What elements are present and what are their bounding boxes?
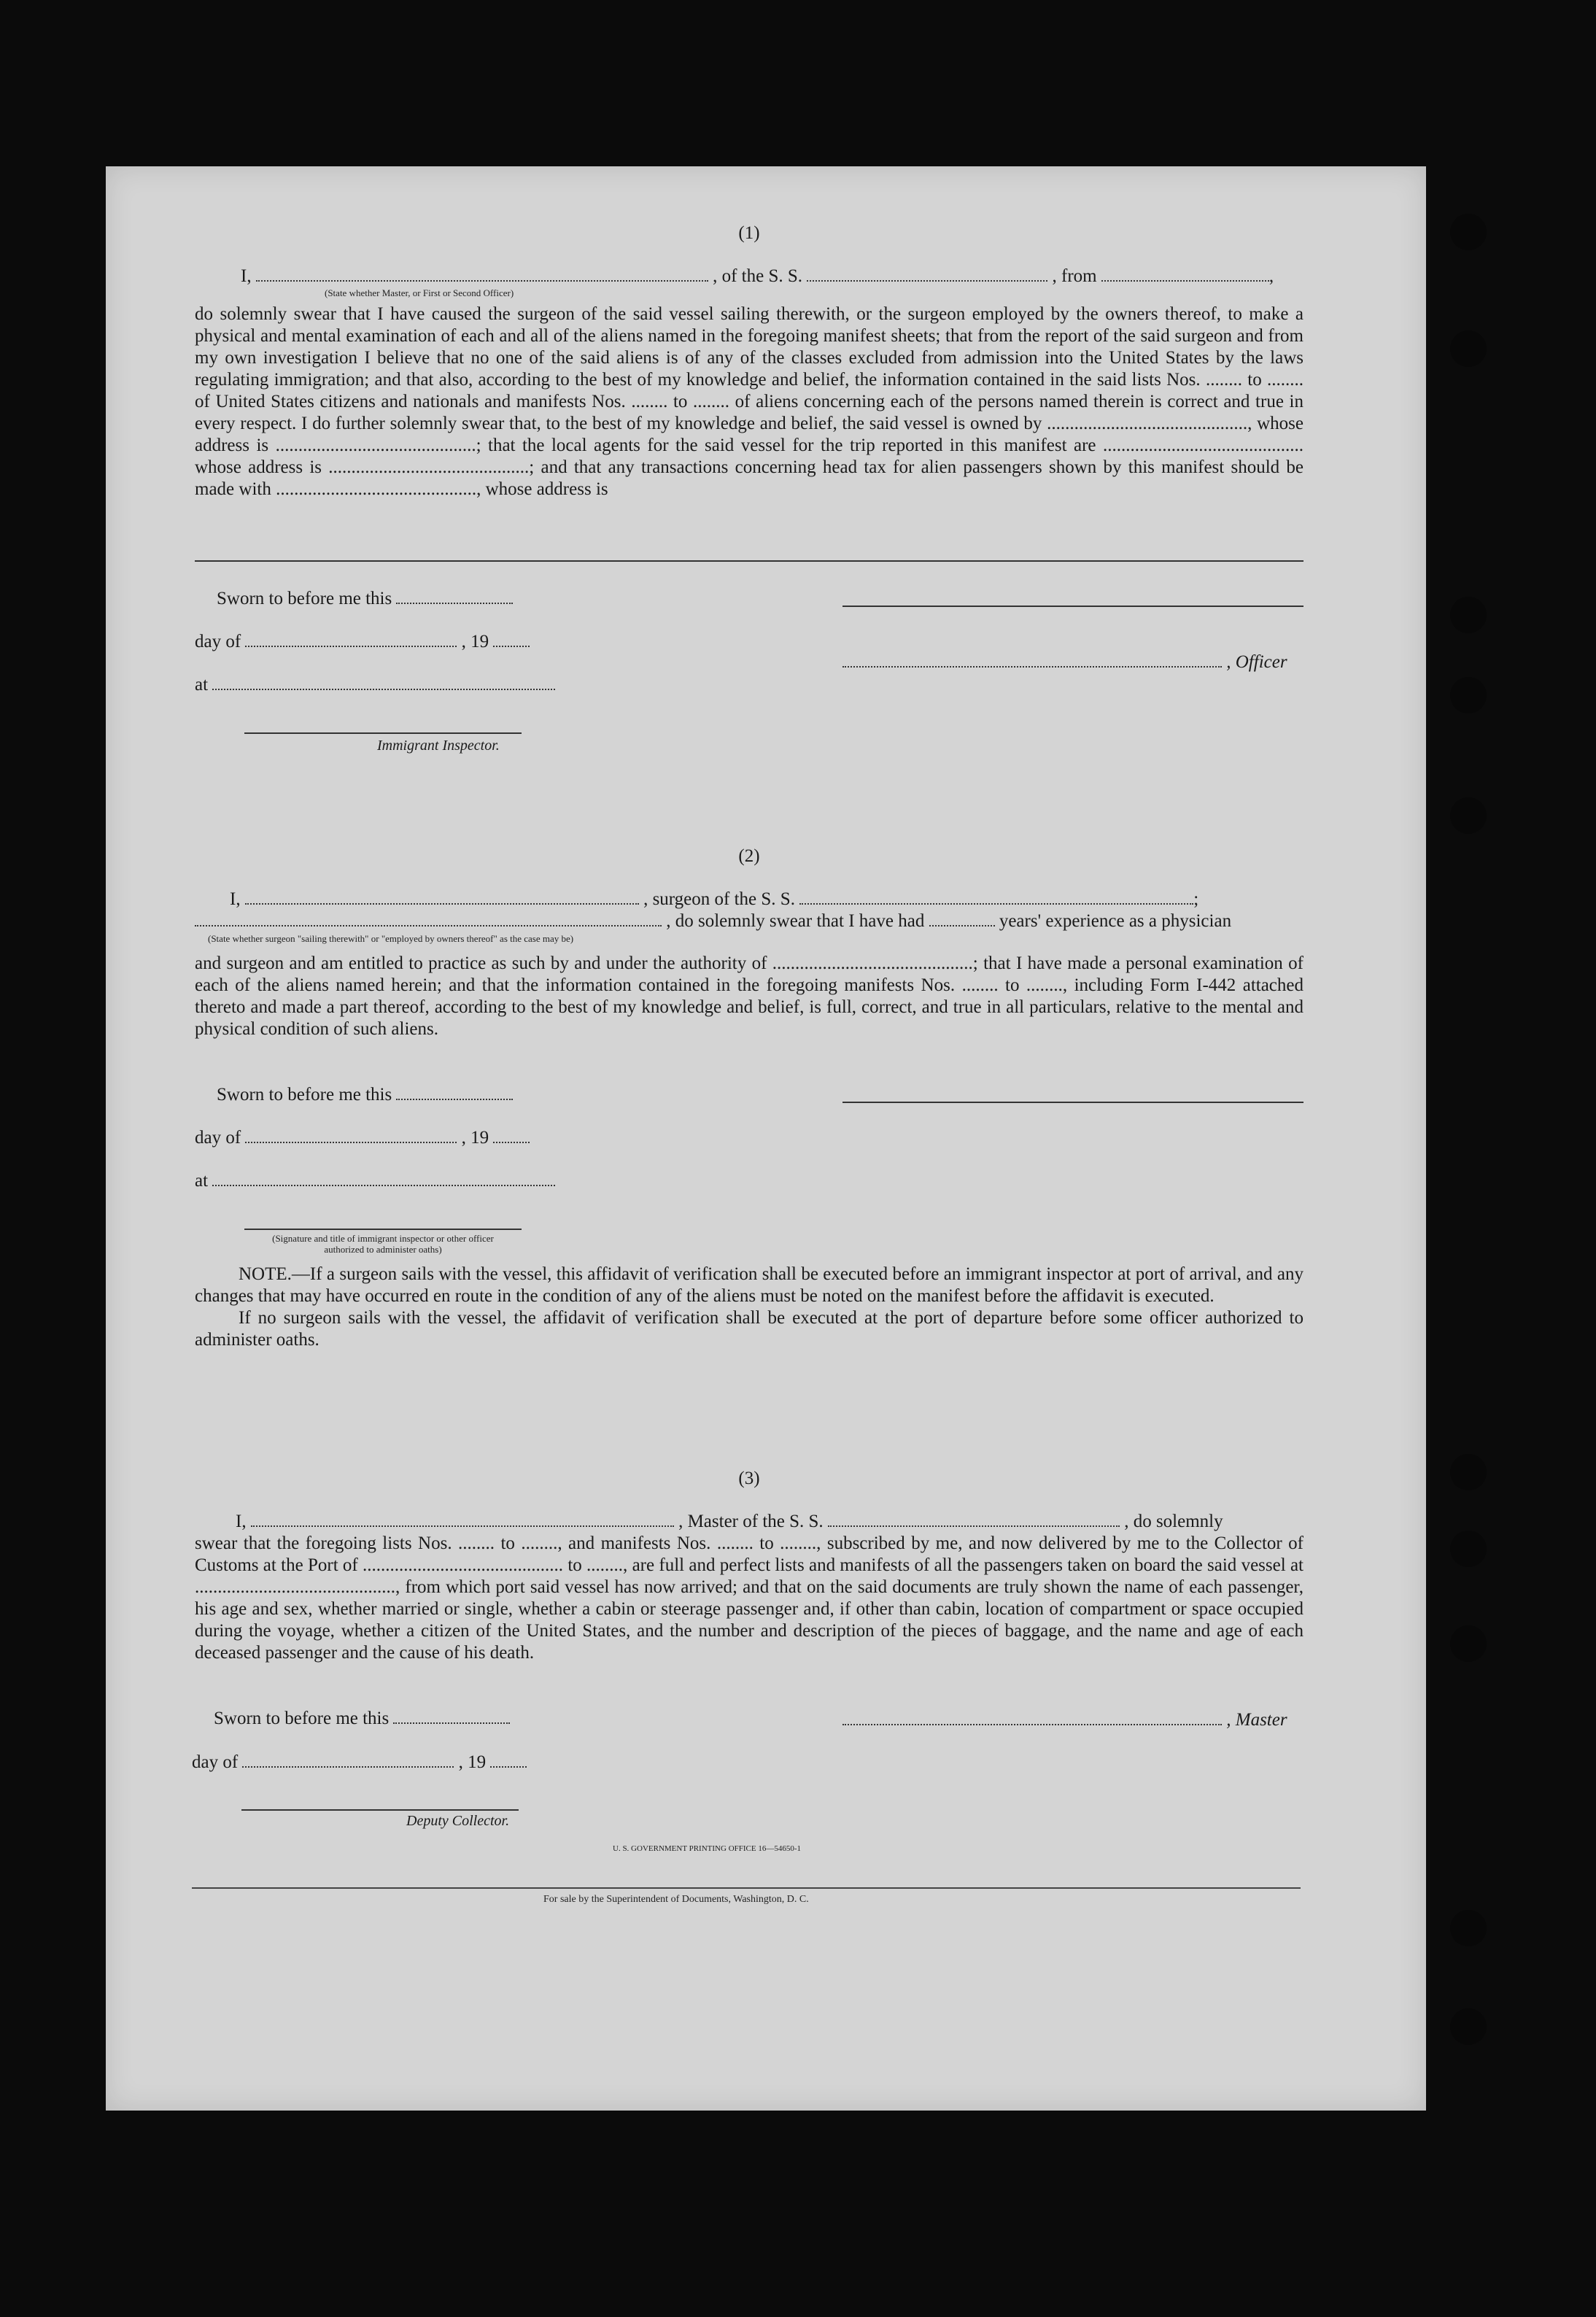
day-line — [192, 1752, 527, 1773]
lead-i: I, — [241, 266, 252, 286]
sworn-label: Sworn to before me this — [214, 1709, 390, 1728]
years-field[interactable] — [929, 912, 995, 927]
oath-paragraph-3: swear that the foregoing lists Nos. ........ to ........, and manifests Nos. ........ to ........, subscribed by me, and now delivered by me to the Collector of Customs at the Port of ............................................ to ........, are full and perfect lists and manifests of all the passengers taken on board the said vessel at ............................................, from which port said vessel has now arrived; and that on the said documents are truly shown the name of each passenger, his age and sex, whether married or single, whether a cabin or steerage passenger and, if other than cabin, location of compartment or space occupied during the voyage, whether a citizen of the United States, and the number and description of the pieces of baggage, and the name and age of each deceased passenger and the cause of his death. — [195, 1533, 1303, 1663]
sworn-date-field[interactable] — [393, 1709, 510, 1724]
section-number: (2) — [738, 846, 760, 866]
do-solemnly-label: , do solemnly — [1124, 1512, 1223, 1531]
form-page — [106, 166, 1426, 2111]
master-vessel-field[interactable] — [828, 1512, 1120, 1527]
at-field[interactable] — [212, 676, 555, 690]
day-of-label: day of — [195, 632, 241, 651]
punch-hole — [1450, 2008, 1487, 2045]
master-label: , Master — [1226, 1710, 1287, 1730]
sworn-date-field[interactable] — [396, 589, 513, 604]
at-label: at — [195, 1171, 209, 1191]
vessel-name-field[interactable] — [807, 267, 1047, 282]
officer-label: , Officer — [1226, 652, 1287, 672]
year-field[interactable] — [493, 633, 530, 647]
day-of-label: day of — [192, 1752, 239, 1772]
inspector-sig-line[interactable] — [244, 732, 522, 734]
year-field[interactable] — [493, 1129, 530, 1143]
swear-had-label: , do solemnly swear that I have had — [666, 911, 925, 931]
surgeon-note: (State whether surgeon "sailing therewith" or "employed by owners thereof" as the case may be) — [208, 933, 574, 944]
lead-i: I, — [236, 1512, 247, 1531]
officer-sig-line-1[interactable] — [842, 606, 1303, 607]
section2-body — [195, 953, 1303, 1040]
section-number: (1) — [738, 223, 760, 243]
punch-hole — [1450, 677, 1487, 713]
collector-sig-line[interactable] — [241, 1809, 519, 1811]
section1-body — [195, 303, 1303, 500]
lead-i: I, — [230, 889, 241, 909]
at-field[interactable] — [212, 1172, 555, 1186]
officer-line — [842, 651, 1287, 673]
years-line — [195, 910, 1231, 932]
sworn-label: Sworn to before me this — [217, 589, 392, 608]
master-sig-field[interactable] — [842, 1711, 1222, 1725]
sworn-date-field[interactable] — [396, 1086, 513, 1100]
surgeon-of-label: , surgeon of the S. S. — [643, 889, 795, 909]
punch-hole — [1450, 214, 1487, 250]
day-field[interactable] — [245, 633, 457, 647]
punch-hole — [1450, 1531, 1487, 1567]
year-label: , 19 — [458, 1752, 487, 1772]
master-line: I, , of the S. S. , from , — [241, 266, 1274, 286]
punch-hole — [1450, 597, 1487, 633]
surgeon-type-field[interactable] — [195, 912, 662, 927]
punch-hole — [1450, 330, 1487, 367]
year-label: , 19 — [461, 1128, 489, 1148]
surgeon-sig-line[interactable] — [842, 1102, 1303, 1103]
oath-paragraph-2: and surgeon and am entitled to practice as such by and under the authority of ............................................; that I have made a personal examination of each of the aliens named herein; and that the information contained in the foregoing manifests Nos. ........ to ........, including Form I-442 attached thereto and made a part thereof, according to the best of my knowledge and belief, is full, correct, and true in all particulars, relative to the mental and physical condition of such aliens. — [195, 954, 1303, 1039]
year-field[interactable] — [490, 1753, 527, 1768]
surgeon-name-field[interactable] — [245, 890, 639, 905]
punch-hole — [1450, 1454, 1487, 1490]
at-label: at — [195, 675, 209, 695]
note-1: NOTE.—If a surgeon sails with the vessel, this affidavit of verification shall be executed before an immigrant inspector at port of arrival, and any changes that may have occurred en route in the condition of any of the aliens must be noted on the manifest before the affidavit is executed. — [195, 1264, 1303, 1306]
of-ss-label: , of the S. S. — [713, 266, 803, 286]
years-exp-label: years' experience as a physician — [999, 911, 1232, 931]
master-name-field[interactable] — [251, 1512, 674, 1527]
sworn-label: Sworn to before me this — [217, 1085, 392, 1105]
footer-rule — [192, 1887, 1301, 1889]
sworn-line — [217, 1084, 513, 1106]
signature-line[interactable] — [195, 560, 1303, 562]
inspector-label: Immigrant Inspector. — [377, 738, 500, 754]
section3-body — [195, 1533, 1303, 1664]
sworn-line — [217, 588, 513, 610]
inspector-sig-line[interactable] — [244, 1229, 522, 1230]
sig-note: (Signature and title of immigrant inspector or other officer authorized to administer oaths) — [272, 1233, 494, 1255]
section-number: (3) — [738, 1469, 760, 1488]
master-sig-line — [842, 1709, 1287, 1731]
section2-notes — [195, 1264, 1303, 1351]
from-port-field[interactable] — [1101, 267, 1269, 282]
from-label: , from — [1052, 266, 1097, 286]
oath-paragraph-1: do solemnly swear that I have caused the surgeon of the said vessel sailing therewith, or the surgeon employed by the owners thereof, to make a physical and mental examination of each and all of the aliens named in the foregoing manifest sheets; that from the report of the said surgeon and from my own investigation I believe that no one of the said aliens is of any of the classes excluded from admission into the United States by the laws regulating immigration; and that also, according to the best of my knowledge and belief, the information contained in the said lists Nos. ........ to ........ of United States citizens and nationals and manifests Nos. ........ to ........ of aliens concerning each of the persons named therein is correct and true in every respect. I do further solemnly swear that, to the best of my knowledge and belief, the said vessel is owned by ............................................, whose address is ............................................; that the local agents for the said vessel for the trip reported in this manifest are ............................................ whose address is ............................................; and that any transactions concerning head tax for alien passengers shown by this manifest should be made with ............................................, whose address is — [195, 304, 1303, 499]
at-line — [195, 674, 555, 696]
day-line — [195, 1127, 530, 1149]
gpo-imprint: U. S. GOVERNMENT PRINTING OFFICE 16—54650-1 — [613, 1844, 802, 1853]
master-note: (State whether Master, or First or Second Officer) — [325, 287, 514, 298]
at-line — [195, 1170, 555, 1192]
sale-note: For sale by the Superintendent of Documents, Washington, D. C. — [543, 1894, 809, 1905]
sworn-line — [214, 1708, 510, 1730]
note-2: If no surgeon sails with the vessel, the affidavit of verification shall be executed at the port of departure before some officer authorized to administer oaths. — [195, 1308, 1303, 1350]
year-label: , 19 — [461, 632, 489, 651]
master-of-label: , Master of the S. S. — [678, 1512, 824, 1531]
master3-line — [236, 1511, 1223, 1533]
officer-sig-field[interactable] — [842, 653, 1222, 668]
day-of-label: day of — [195, 1128, 241, 1148]
punch-hole — [1450, 797, 1487, 834]
day-field[interactable] — [242, 1753, 454, 1768]
punch-hole — [1450, 1910, 1487, 1946]
day-field[interactable] — [245, 1129, 457, 1143]
surgeon-line: I, , surgeon of the S. S. ; — [230, 889, 1199, 909]
surgeon-vessel-field[interactable] — [799, 890, 1193, 905]
collector-label: Deputy Collector. — [406, 1813, 510, 1829]
punch-hole — [1450, 1625, 1487, 1662]
day-line — [195, 631, 530, 653]
master-name-field[interactable] — [256, 267, 708, 282]
